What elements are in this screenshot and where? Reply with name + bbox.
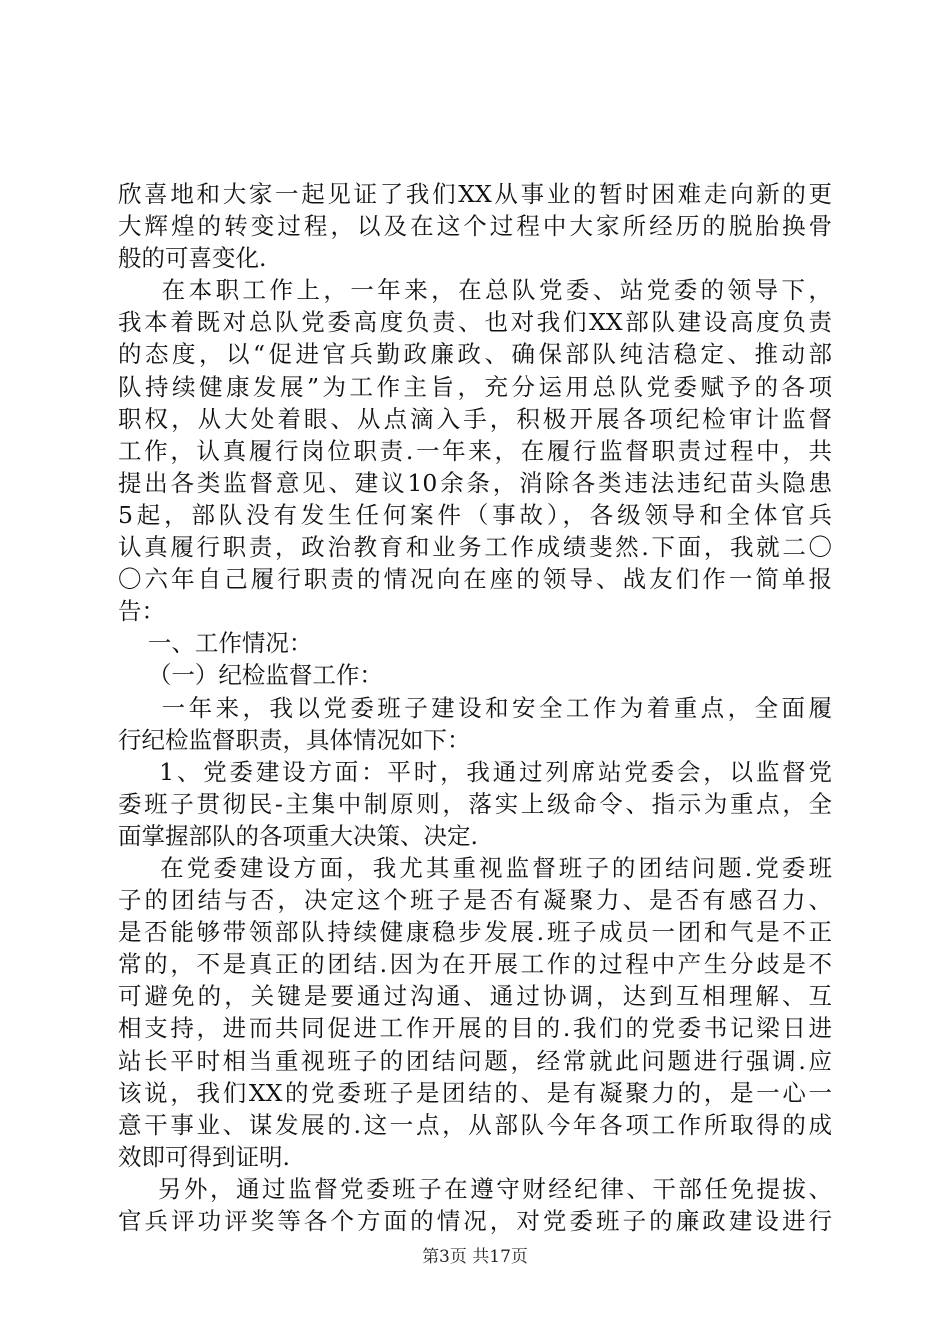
- text-line: 官兵评功评奖等各个方面的情况，对党委班子的廉政建设进行: [118, 1207, 832, 1235]
- text-line: 我本着既对总队党委高度负责、也对我们XX部队建设高度负责: [118, 308, 832, 337]
- text-line: 相支持，进而共同促进工作开展的目的.我们的党委书记梁日进: [118, 1014, 832, 1043]
- text-line: 可避免的，关键是要通过沟通、通过协调，达到互相理解、互: [118, 982, 832, 1011]
- text-line: 效即可得到证明.: [118, 1142, 290, 1171]
- text-line: 的态度，以“促进官兵勤政廉政、确保部队纯洁稳定、推动部: [118, 340, 832, 369]
- text-line: （一）纪检监督工作：: [118, 661, 383, 690]
- text-line: 大辉煌的转变过程，以及在这个过程中大家所经历的脱胎换骨: [118, 212, 832, 241]
- text-line: 是否能够带领部队持续健康稳步发展.班子成员一团和气是不正: [118, 918, 832, 947]
- text-line: 5起，部队没有发生任何案件（事故），各级领导和全体官兵: [118, 500, 832, 529]
- text-line: 般的可喜变化.: [118, 244, 267, 273]
- text-line: 在党委建设方面，我尤其重视监督班子的团结问题.党委班: [118, 853, 832, 882]
- text-line: 意干事业、谋发展的.这一点，从部队今年各项工作所取得的成: [118, 1110, 832, 1139]
- text-line: 一年来，我以党委班子建设和安全工作为着重点，全面履: [118, 693, 832, 722]
- page-footer: 第3页 共17页: [422, 1247, 528, 1267]
- text-line: 提出各类监督意见、建议10余条，消除各类违法违纪苗头隐患: [118, 468, 832, 497]
- text-line: 告：: [118, 597, 165, 626]
- text-line: 职权，从大处着眼、从点滴入手，积极开展各项纪检审计监督: [118, 404, 832, 433]
- text-line: 行纪检监督职责，具体情况如下：: [118, 725, 471, 754]
- text-line: 队持续健康发展”为工作主旨，充分运用总队党委赋予的各项: [118, 372, 832, 401]
- text-line: 〇六年自己履行职责的情况向在座的领导、战友们作一简单报: [118, 565, 832, 594]
- text-line: 子的团结与否，决定这个班子是否有凝聚力、是否有感召力、: [118, 886, 832, 915]
- text-line: 在本职工作上，一年来，在总队党委、站党委的领导下，: [118, 276, 832, 305]
- text-line: 一、工作情况：: [118, 629, 313, 658]
- text-line: 面掌握部队的各项重大决策、决定.: [118, 821, 478, 850]
- text-line: 另外，通过监督党委班子在遵守财经纪律、干部任免提拔、: [118, 1174, 832, 1203]
- text-line: 委班子贯彻民-主集中制原则，落实上级命令、指示为重点，全: [118, 789, 832, 818]
- text-line: 认真履行职责，政治教育和业务工作成绩斐然.下面，我就二〇: [118, 533, 832, 562]
- text-line: 常的，不是真正的团结.因为在开展工作的过程中产生分歧是不: [118, 950, 832, 979]
- text-line: 工作，认真履行岗位职责.一年来，在履行监督职责过程中，共: [118, 436, 832, 465]
- text-line: 欣喜地和大家一起见证了我们XX从事业的暂时困难走向新的更: [118, 180, 832, 208]
- text-line: 站长平时相当重视班子的团结问题，经常就此问题进行强调.应: [118, 1046, 832, 1075]
- text-line: 该说，我们XX的党委班子是团结的、是有凝聚力的，是一心一: [118, 1078, 832, 1107]
- text-line: 1、党委建设方面：平时，我通过列席站党委会，以监督党: [118, 757, 832, 786]
- body-text: [118, 178, 832, 1237]
